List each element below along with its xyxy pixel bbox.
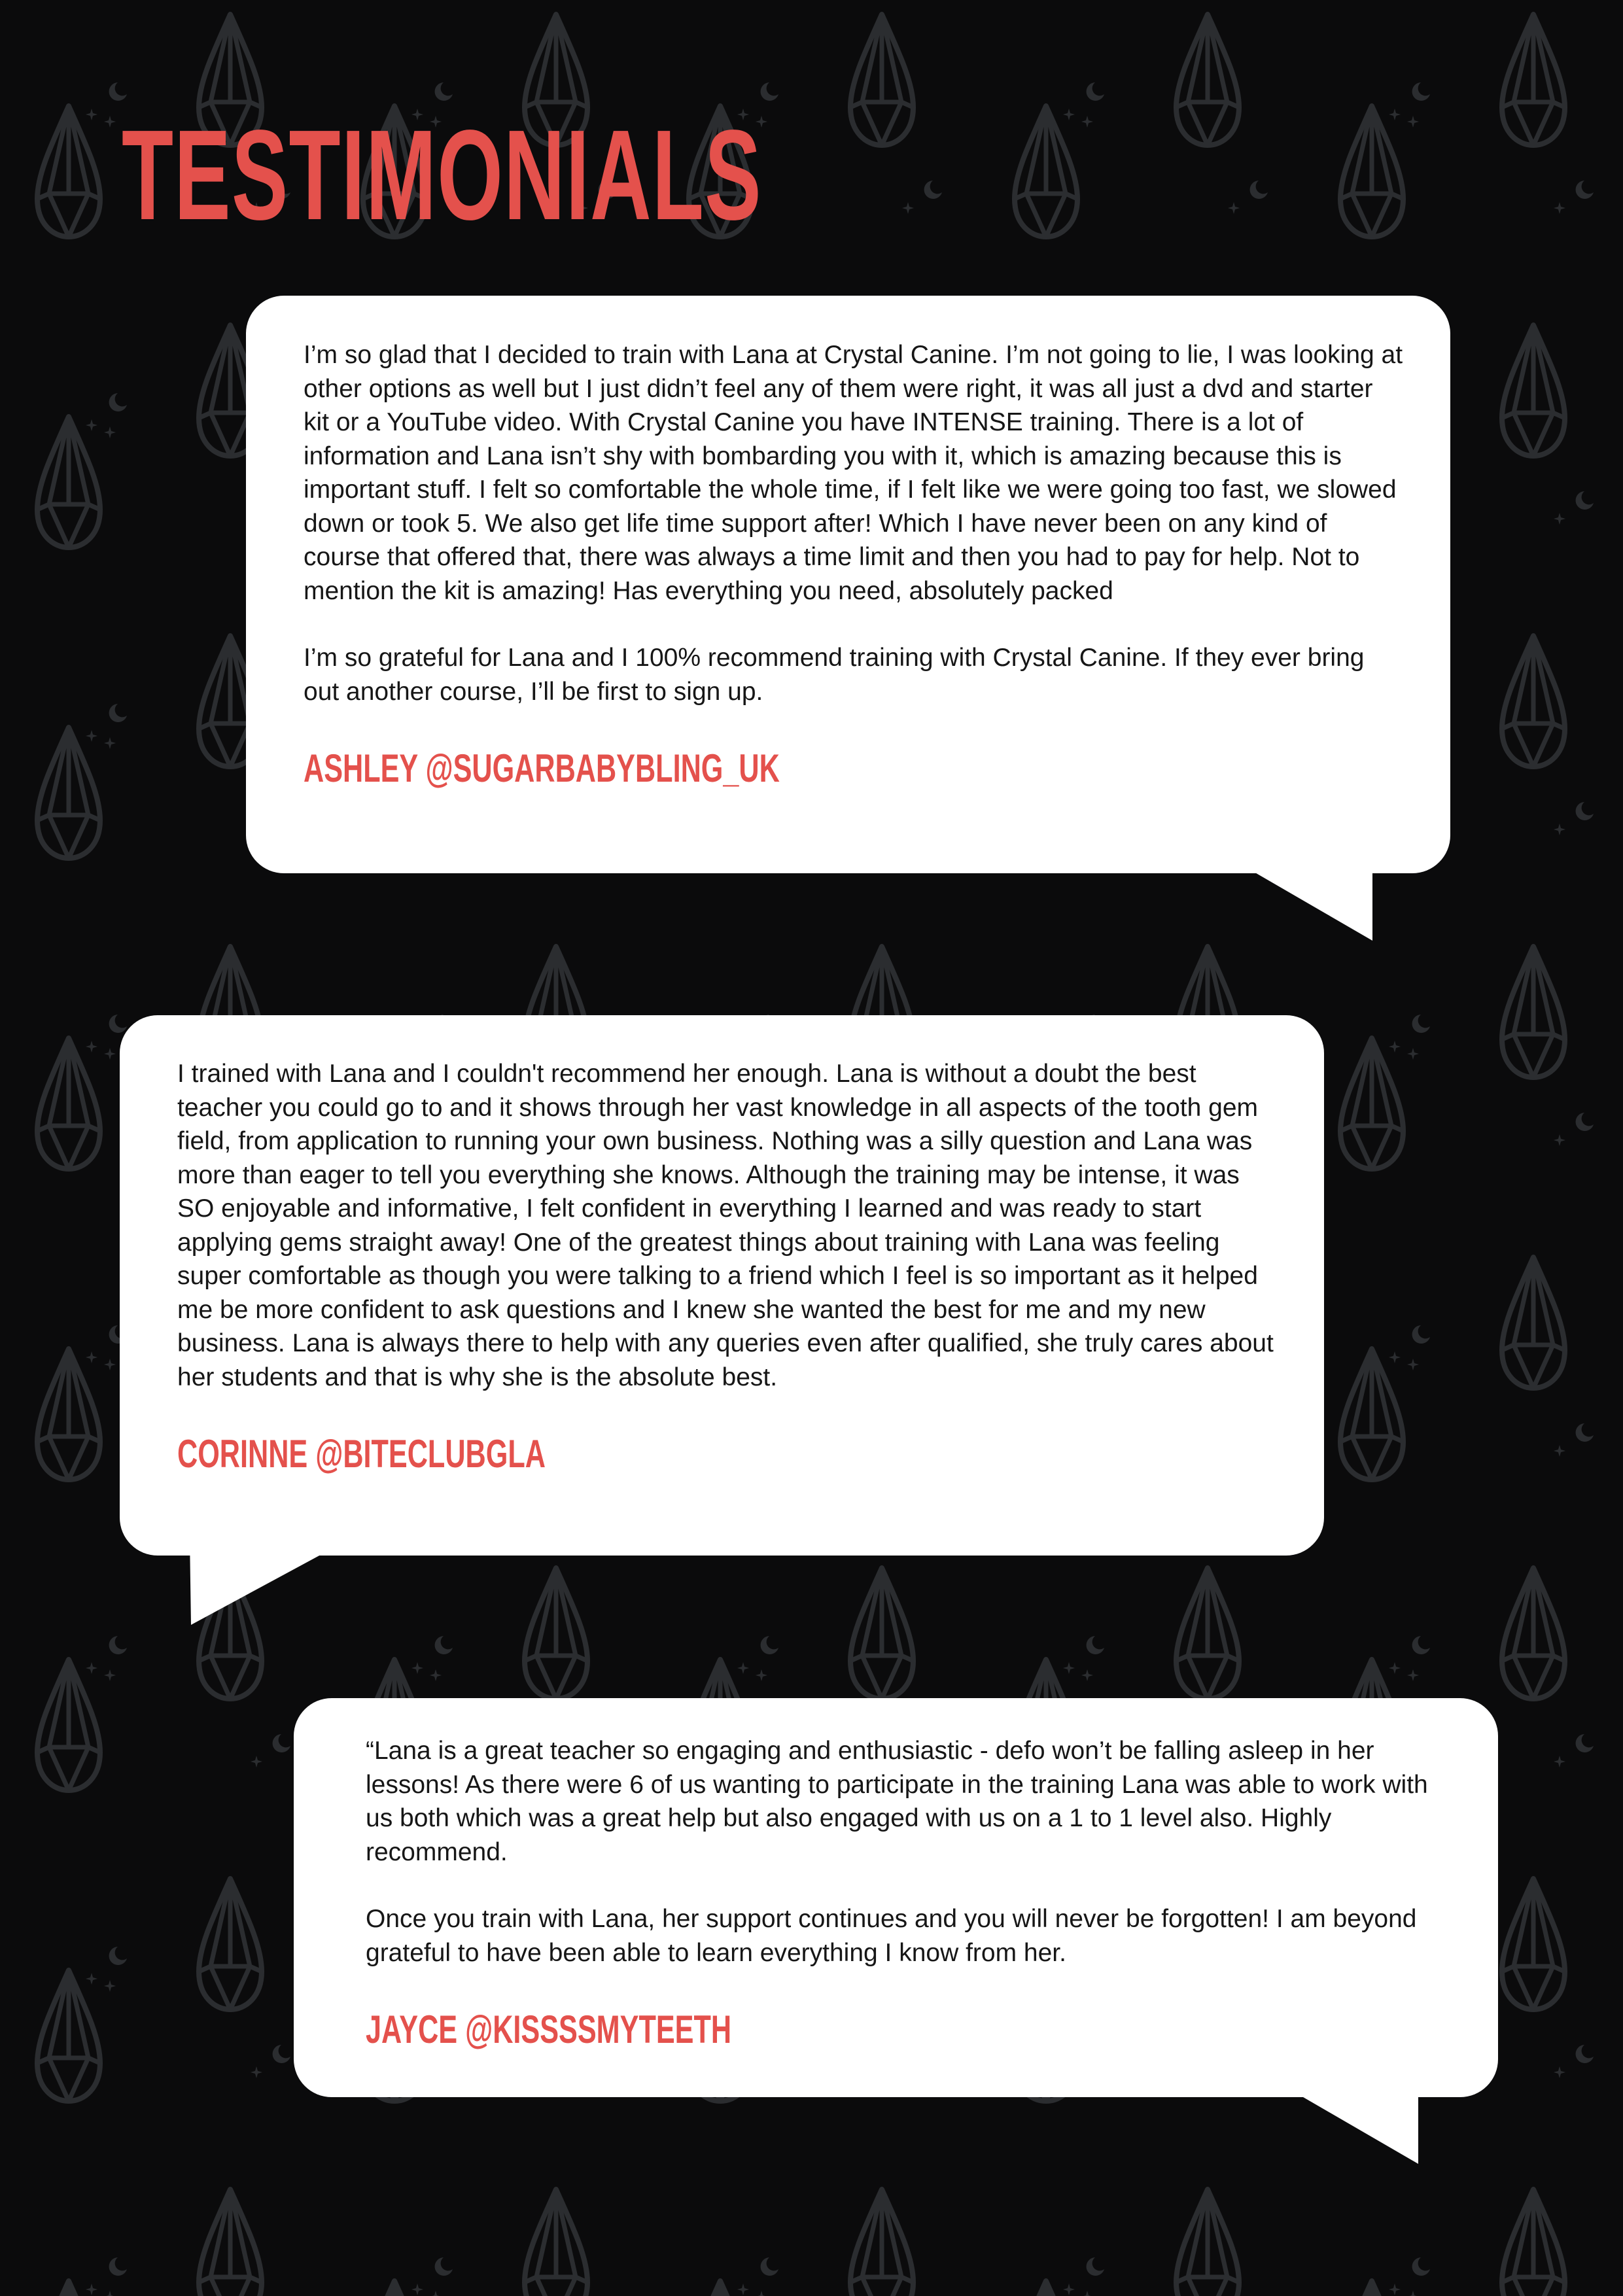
testimonial-quote [304, 338, 1405, 708]
testimonial-paragraph: I’m so glad that I decided to train with Lana at Crystal Canine. I’m not going to lie, I was looking at other options as well but I just didn’t feel any of them were right, it was all just a dvd and starter kit or a YouTube video. With Crystal Canine you have INTENSE training. There is a lot of information and Lana isn’t shy with bombarding you with it, which is amazing because this is important stuff. I felt so comfortable the whole time, if I felt like we were going too fast, we slowed down or took 5. We also get life time support after! Which I have never been on any kind of course that offered that, there was always a time limit and then you had to pay for help. Not to mention the kit is amazing! Has everything you need, absolutely packed [304, 341, 1403, 605]
testimonial-card-corinne [120, 1015, 1324, 1556]
testimonial-author: ASHLEY @SUGARBABYBLING_UK [304, 746, 780, 790]
testimonial-card-jayce [294, 1698, 1498, 2097]
testimonial-quote [177, 1057, 1278, 1394]
testimonial-quote [366, 1734, 1452, 1970]
testimonial-paragraph: I trained with Lana and I couldn't recommend her enough. Lana is without a doubt the best teacher you could go to and it shows through her vast knowledge in all aspects of the tooth gem field, from application to running your own business. Nothing was a silly question and Lana was more than eager to tell you everything she knows. Although the training may be intense, it was SO enjoyable and informative, I felt confident in everything I learned and was ready to start applying gems straight away! One of the greatest things about training with Lana was feeling super comfortable as though you were talking to a friend which I feel is so important as it helped me be more confident to ask questions and I knew she wanted the best for me and my new business. Lana is always there to help with any queries even after qualified, she truly cares about her students and that is why she is the absolute best. [177, 1060, 1274, 1391]
testimonial-author: JAYCE @KISSSSMYTEETH [366, 2008, 732, 2051]
testimonial-card-ashley [246, 296, 1450, 873]
testimonial-paragraph: Once you train with Lana, her support continues and you will never be forgotten! I am beyond grateful to have been able to learn everything I know from her. [366, 1905, 1417, 1967]
testimonial-paragraph: I’m so grateful for Lana and I 100% recommend training with Crystal Canine. If they ever bring out another course, I’ll be first to sign up. [304, 644, 1365, 706]
testimonial-paragraph: “Lana is a great teacher so engaging and enthusiastic - defo won’t be falling asleep in her lessons! As there were 6 of us wanting to participate in the training Lana was able to work with us both which was a great help but also engaged with us on a 1 to 1 level also. Highly recommend. [366, 1737, 1428, 1866]
testimonial-author: CORINNE @BITECLUBGLA [177, 1432, 546, 1476]
page-title: TESTIMONIALS [122, 103, 762, 247]
